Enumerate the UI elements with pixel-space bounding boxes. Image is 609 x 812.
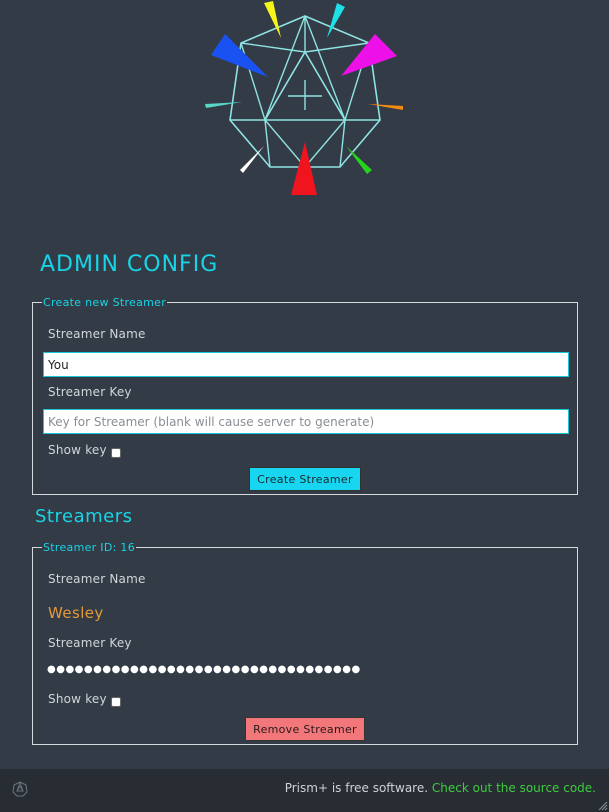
create-streamer-button[interactable]: Create Streamer — [249, 467, 361, 491]
streamer-key-label: Streamer Key — [48, 385, 132, 399]
prism-d20-logo-icon — [205, 0, 405, 200]
show-key-label: Show key — [48, 692, 107, 706]
resize-grip-icon[interactable] — [598, 801, 608, 811]
streamer-name-input[interactable] — [43, 352, 569, 377]
streamer-key-label: Streamer Key — [48, 636, 132, 650]
streamer-name-label: Streamer Name — [48, 327, 146, 341]
footer — [0, 769, 609, 812]
streamer-key-input[interactable] — [43, 409, 569, 434]
show-key-checkbox[interactable] — [111, 697, 121, 707]
streamer-name-label: Streamer Name — [48, 572, 146, 586]
show-key-checkbox[interactable] — [111, 448, 121, 458]
create-streamer-form — [32, 296, 578, 495]
streamers-heading: Streamers — [35, 506, 133, 527]
streamer-id-legend: Streamer ID: 16 — [43, 541, 136, 554]
source-code-link[interactable]: Check out the source code. — [431, 781, 596, 795]
remove-streamer-button[interactable]: Remove Streamer — [245, 717, 365, 741]
create-streamer-legend: Create new Streamer — [43, 296, 167, 309]
streamer-name-value: Wesley — [48, 604, 104, 622]
prism-d20-small-icon — [12, 781, 28, 797]
streamer-card — [32, 541, 578, 745]
streamer-key-masked: ●●●●●●●●●●●●●●●●●●●●●●●●●●●●●●●●●● — [47, 664, 361, 675]
footer-message: Prism+ is free software. — [284, 781, 429, 795]
page-title: ADMIN CONFIG — [40, 252, 219, 277]
show-key-label: Show key — [48, 443, 107, 457]
footer-text — [285, 781, 596, 795]
